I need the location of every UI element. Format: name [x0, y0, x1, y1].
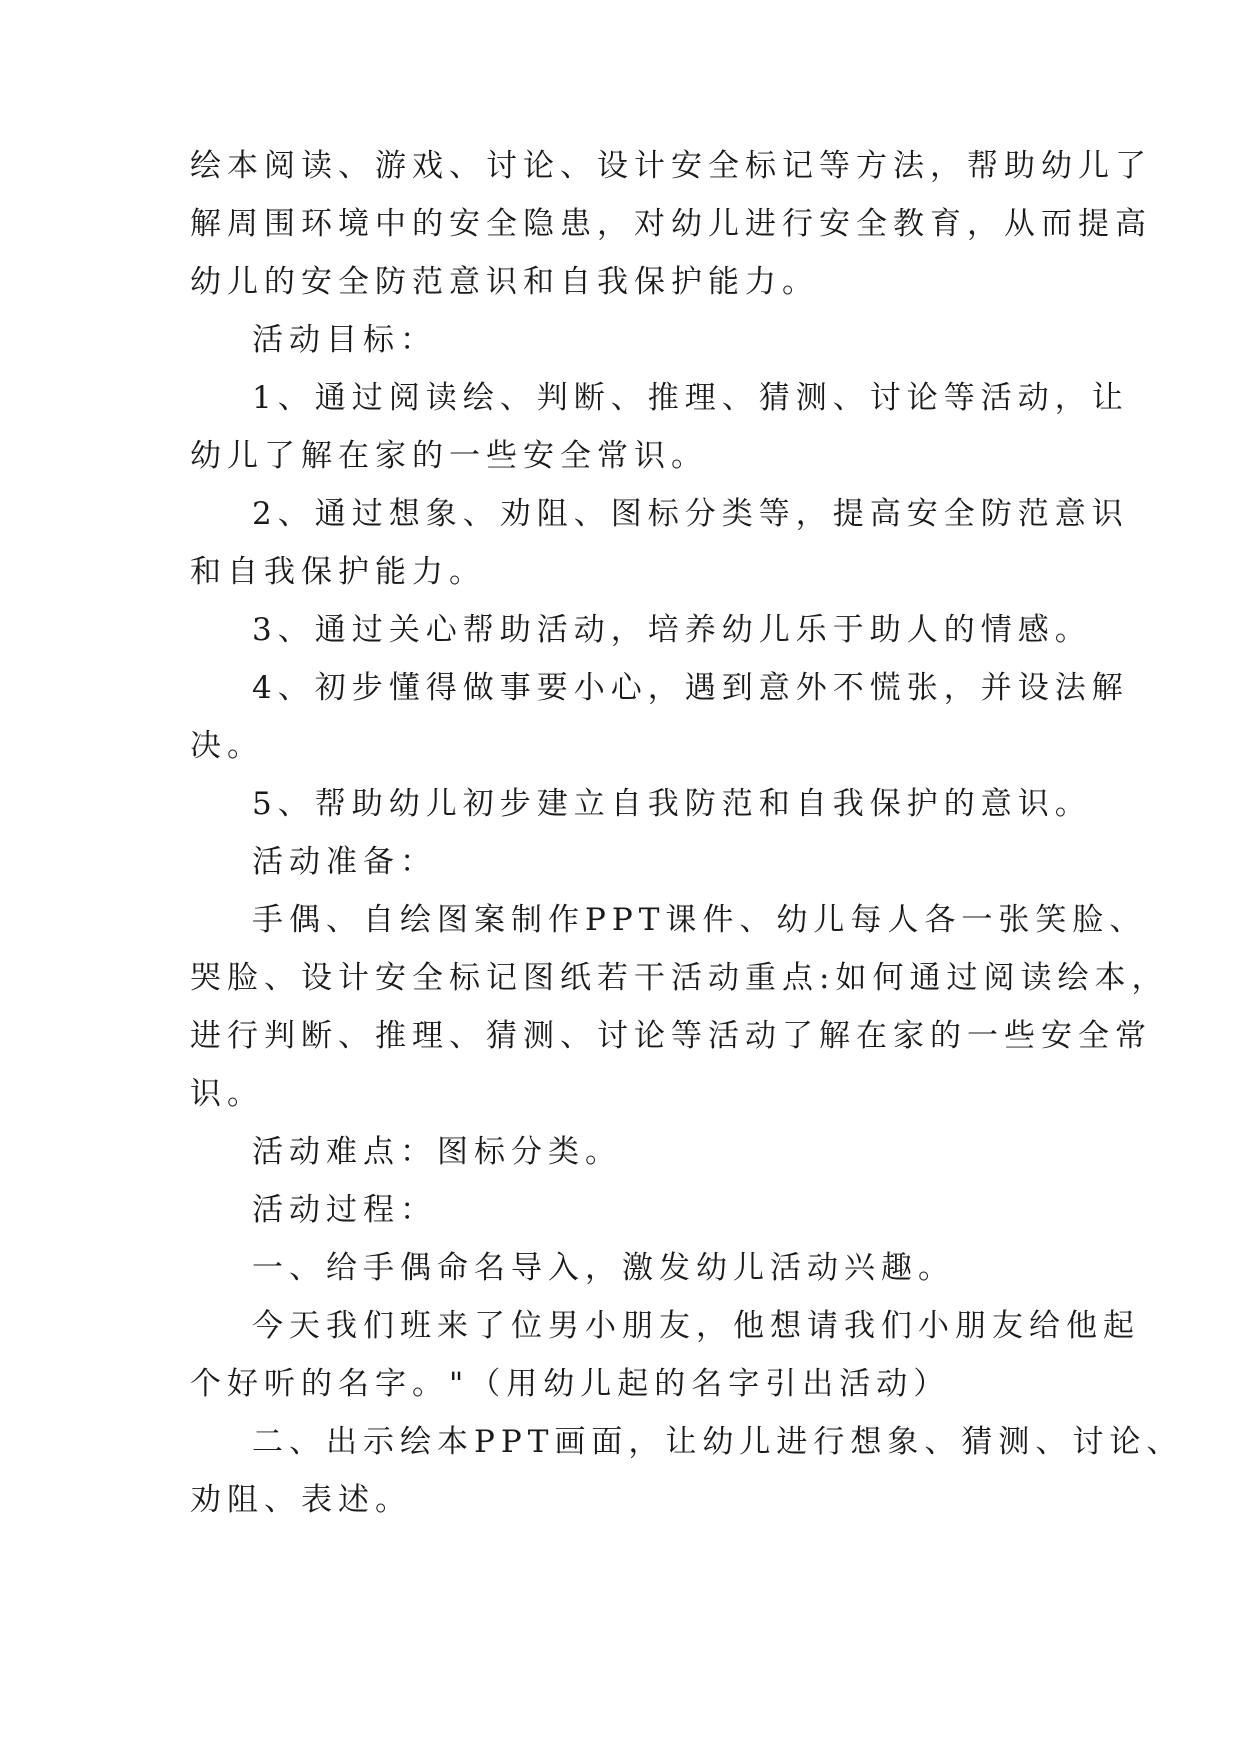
- list-item: 3、通过关心帮助活动，培养幼儿乐于助人的情感。: [252, 612, 1092, 648]
- list-item: 5、帮助幼儿初步建立自我防范和自我保护的意识。: [252, 786, 1092, 822]
- paragraph-line: 进行判断、推理、猜测、讨论等活动了解在家的一些安全常: [190, 1018, 1152, 1054]
- paragraph-line: 今天我们班来了位男小朋友，他想请我们小朋友给他起: [252, 1308, 1140, 1344]
- paragraph-line: 手偶、自绘图案制作PPT课件、幼儿每人各一张笑脸、: [252, 902, 1147, 938]
- list-item: 4、初步懂得做事要小心，遇到意外不慌张，并设法解: [252, 670, 1129, 706]
- paragraph-line: 幼儿了解在家的一些安全常识。: [190, 438, 708, 474]
- paragraph-line: 决。: [190, 728, 264, 764]
- section-heading-difficulty: 活动难点：图标分类。: [252, 1134, 622, 1170]
- paragraph-line: 幼儿的安全防范意识和自我保护能力。: [190, 264, 819, 300]
- section-heading-goals: 活动目标：: [252, 322, 437, 358]
- list-item: 1、通过阅读绘、判断、推理、猜测、讨论等活动，让: [252, 380, 1129, 416]
- paragraph-line: 绘本阅读、游戏、讨论、设计安全标记等方法，帮助幼儿了: [190, 148, 1152, 184]
- paragraph-line: 个好听的名字。"（用幼儿起的名字引出活动）: [190, 1366, 951, 1402]
- paragraph-line: 识。: [190, 1076, 264, 1112]
- paragraph-line: 劝阻、表述。: [190, 1482, 412, 1518]
- paragraph-line: 解周围环境中的安全隐患，对幼儿进行安全教育，从而提高: [190, 206, 1152, 242]
- paragraph-line: 一、给手偶命名导入，激发幼儿活动兴趣。: [252, 1250, 955, 1286]
- section-heading-preparation: 活动准备：: [252, 844, 437, 880]
- section-heading-process: 活动过程：: [252, 1192, 437, 1228]
- paragraph-line: 哭脸、设计安全标记图纸若干活动重点:如何通过阅读绘本，: [190, 960, 1169, 996]
- paragraph-line: 和自我保护能力。: [190, 554, 486, 590]
- paragraph-line: 二、出示绘本PPT画面，让幼儿进行想象、猜测、讨论、: [252, 1424, 1184, 1460]
- list-item: 2、通过想象、劝阻、图标分类等，提高安全防范意识: [252, 496, 1129, 532]
